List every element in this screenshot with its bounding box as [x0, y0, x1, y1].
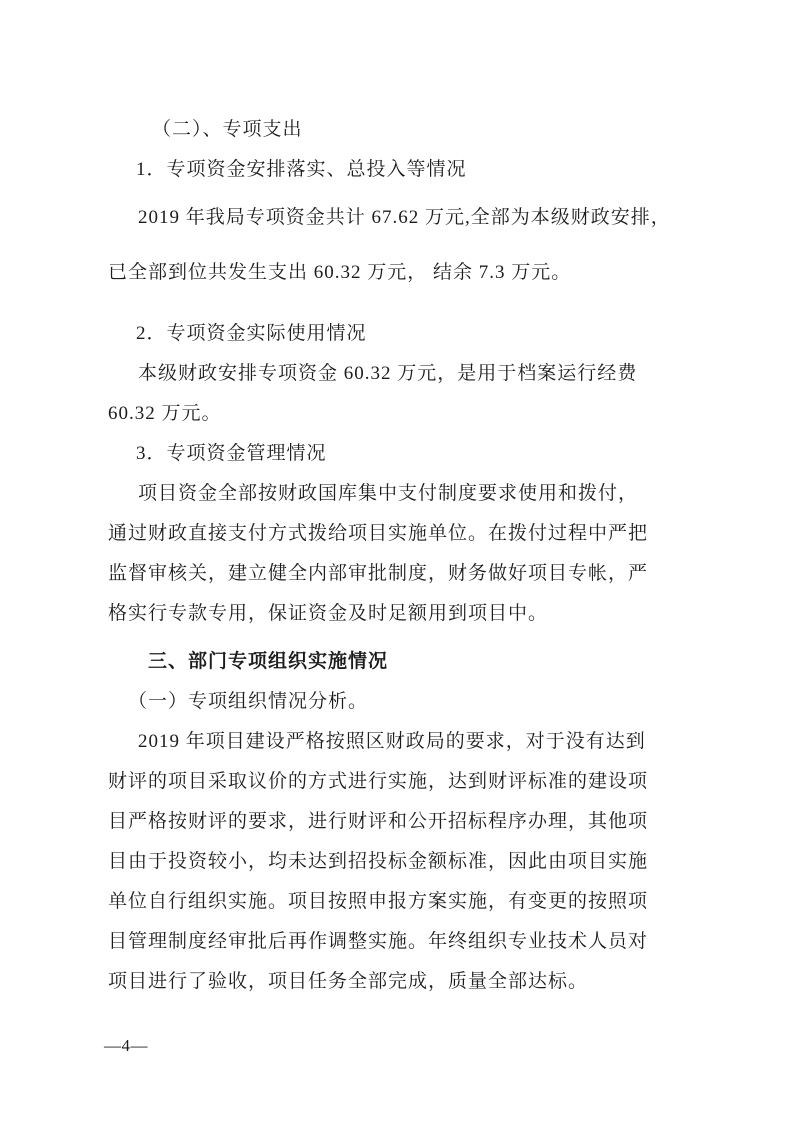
paragraph [108, 354, 708, 434]
numbered-heading [108, 314, 708, 354]
chapter-heading [108, 642, 708, 682]
paragraph [108, 722, 708, 1002]
text-line: 通过财政直接支付方式拨给项目实施单位。在拨付过程中严把 [108, 523, 649, 544]
text-line: 目由于投资较小，均未达到招投标金额标准，因此由项目实施 [108, 851, 649, 872]
sub-heading [108, 682, 708, 722]
paragraph [108, 190, 708, 300]
text-line: 目管理制度经审批后再作调整实施。年终组织专业技术人员对 [108, 931, 649, 952]
text-line: 格实行专款专用，保证资金及时足额用到项目中。 [108, 603, 549, 624]
text-line: （二）、专项支出 [152, 119, 303, 140]
text-line: 3．专项资金管理情况 [136, 443, 327, 464]
numbered-heading [108, 434, 708, 474]
text-line: 已全部到位共发生支出 60.32 万元， 结余 7.3 万元。 [108, 262, 572, 283]
text-line: 60.32 万元。 [108, 403, 222, 424]
text-line: 本级财政安排专项资金 60.32 万元，是用于档案运行经费 [138, 363, 638, 384]
text-line: 三、部门专项组织实施情况 [148, 651, 389, 672]
section-heading [108, 110, 708, 150]
text-line: 2．专项资金实际使用情况 [136, 323, 367, 344]
text-line: 目严格按财评的要求，进行财评和公开招标程序办理，其他项 [108, 811, 649, 832]
text-line: 2019 年我局专项资金共计 67.62 万元,全部为本级财政安排， [138, 207, 671, 228]
text-line: 项目进行了验收，项目任务全部完成，质量全部达标。 [108, 971, 589, 992]
paragraph [108, 474, 708, 634]
text-line: 项目资金全部按财政国库集中支付制度要求使用和拨付， [138, 483, 639, 504]
page-number: —4— [104, 1036, 148, 1055]
document-body [108, 110, 708, 1002]
text-line: 监督审核关，建立健全内部审批制度，财务做好项目专帐，严 [108, 563, 649, 584]
numbered-heading [108, 150, 708, 190]
text-line: （一）专项组织情况分析。 [128, 691, 369, 712]
text-line: 1．专项资金安排落实、总投入等情况 [136, 159, 467, 180]
text-line: 单位自行组织实施。项目按照申报方案实施，有变更的按照项 [108, 891, 649, 912]
text-line: 2019 年项目建设严格按照区财政局的要求，对于没有达到 [138, 731, 646, 752]
text-line: 财评的项目采取议价的方式进行实施，达到财评标准的建设项 [108, 771, 649, 792]
